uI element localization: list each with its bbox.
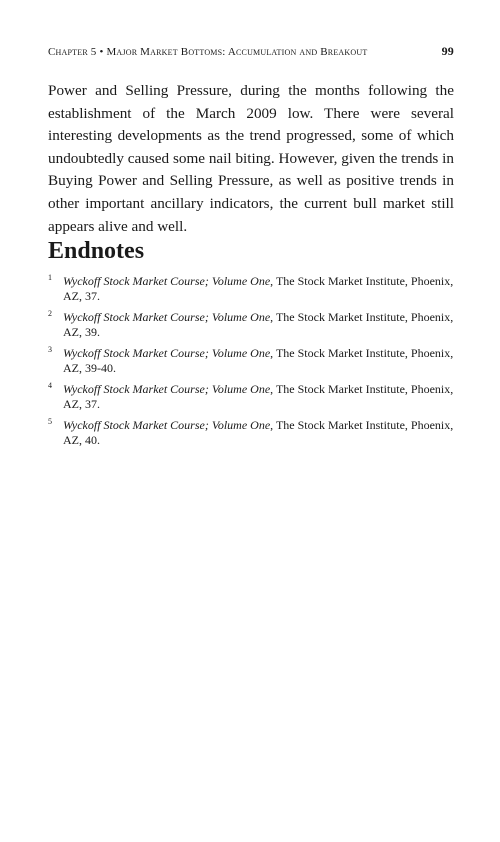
endnote-item — [48, 418, 454, 447]
running-head — [48, 44, 454, 59]
chapter-title: Chapter 5 • Major Market Bottoms: Accumulation and Breakout — [48, 46, 368, 58]
endnote-source: , The Stock Market Institute, Phoenix, AZ, 40. — [63, 418, 454, 447]
endnote-source: , The Stock Market Institute, Phoenix, AZ, 39. — [63, 310, 454, 339]
endnote-source: , The Stock Market Institute, Phoenix, AZ, 37. — [63, 274, 454, 303]
endnote-number: 1 — [48, 273, 52, 282]
endnote-title: Wyckoff Stock Market Course; Volume One — [63, 274, 271, 288]
endnote-source: , The Stock Market Institute, Phoenix, AZ, 37. — [63, 382, 454, 411]
endnote-number: 4 — [48, 381, 52, 390]
endnote-item — [48, 274, 454, 303]
endnote-title: Wyckoff Stock Market Course; Volume One — [63, 382, 271, 396]
page-number: 99 — [441, 44, 454, 58]
endnotes-heading: Endnotes — [48, 238, 145, 264]
endnotes-list — [48, 274, 454, 454]
endnote-title: Wyckoff Stock Market Course; Volume One — [63, 310, 271, 324]
endnote-number: 3 — [48, 345, 52, 354]
body-paragraph: Power and Selling Pressure, during the months following the establishment of the March 2009 low. There were several interesting developments as the trend progressed, some of which undoubtedly caused some nail biting. However, given the trends in Buying Power and Selling Pressure, as well as positive trends in other important ancillary indicators, the current bull market still appears alive and well. — [48, 82, 454, 235]
endnote-number: 5 — [48, 417, 52, 426]
endnote-source: , The Stock Market Institute, Phoenix, AZ, 39-40. — [63, 346, 454, 375]
endnote-item — [48, 382, 454, 411]
endnote-title: Wyckoff Stock Market Course; Volume One — [63, 418, 271, 432]
endnote-item — [48, 310, 454, 339]
endnote-number: 2 — [48, 309, 52, 318]
endnote-title: Wyckoff Stock Market Course; Volume One — [63, 346, 271, 360]
endnote-item — [48, 346, 454, 375]
